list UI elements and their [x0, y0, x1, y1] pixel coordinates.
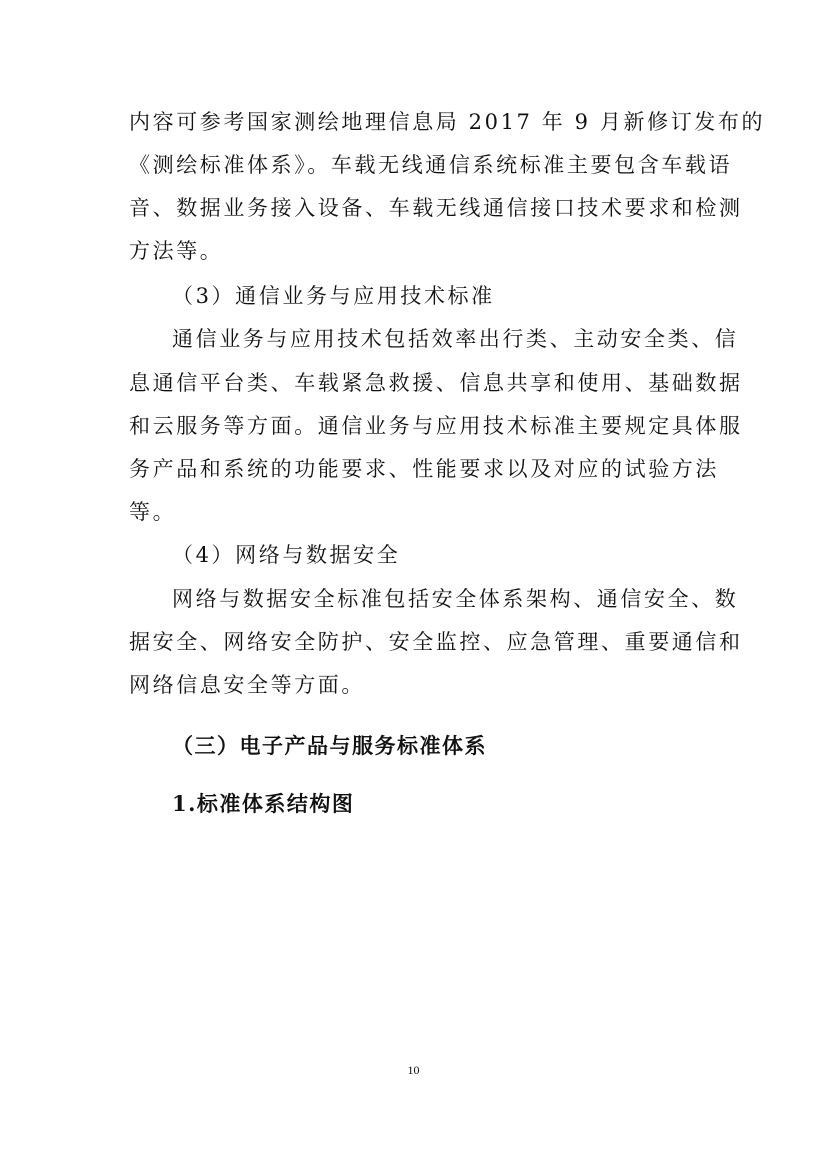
paragraph-line: 通信业务与应用技术包括效率出行类、主动安全类、信 — [172, 327, 739, 351]
paragraph-line: 务产品和系统的功能要求、性能要求以及对应的试验方法 — [129, 457, 719, 481]
paragraph-line: 息通信平台类、车载紧急救援、信息共享和使用、基础数据 — [129, 371, 743, 395]
subheading-3: （3）通信业务与应用技术标准 — [172, 284, 495, 308]
paragraph-line: 网络信息安全等方面。 — [129, 673, 365, 697]
paragraph-line: 内容可参考国家测绘地理信息局 2017 年 9 月新修订发布的 — [129, 110, 766, 134]
paragraph-line: 据安全、网络安全防护、安全监控、应急管理、重要通信和 — [129, 630, 743, 654]
page-number: 10 — [407, 1063, 420, 1077]
paragraph-line: 和云服务等方面。通信业务与应用技术标准主要规定具体服 — [129, 414, 743, 438]
paragraph-line: 等。 — [129, 500, 177, 524]
subsection-heading: 1.标准体系结构图 — [172, 791, 355, 816]
paragraph-line: 《测绘标准体系》。车载无线通信系统标准主要包含车载语 — [129, 153, 733, 177]
paragraph-line: 音、数据业务接入设备、车载无线通信接口技术要求和检测 — [129, 196, 743, 220]
section-heading: （三）电子产品与服务标准体系 — [172, 733, 487, 758]
subheading-4: （4）网络与数据安全 — [172, 543, 401, 567]
paragraph-line: 方法等。 — [129, 239, 224, 263]
paragraph-line: 网络与数据安全标准包括安全体系架构、通信安全、数 — [172, 587, 739, 611]
